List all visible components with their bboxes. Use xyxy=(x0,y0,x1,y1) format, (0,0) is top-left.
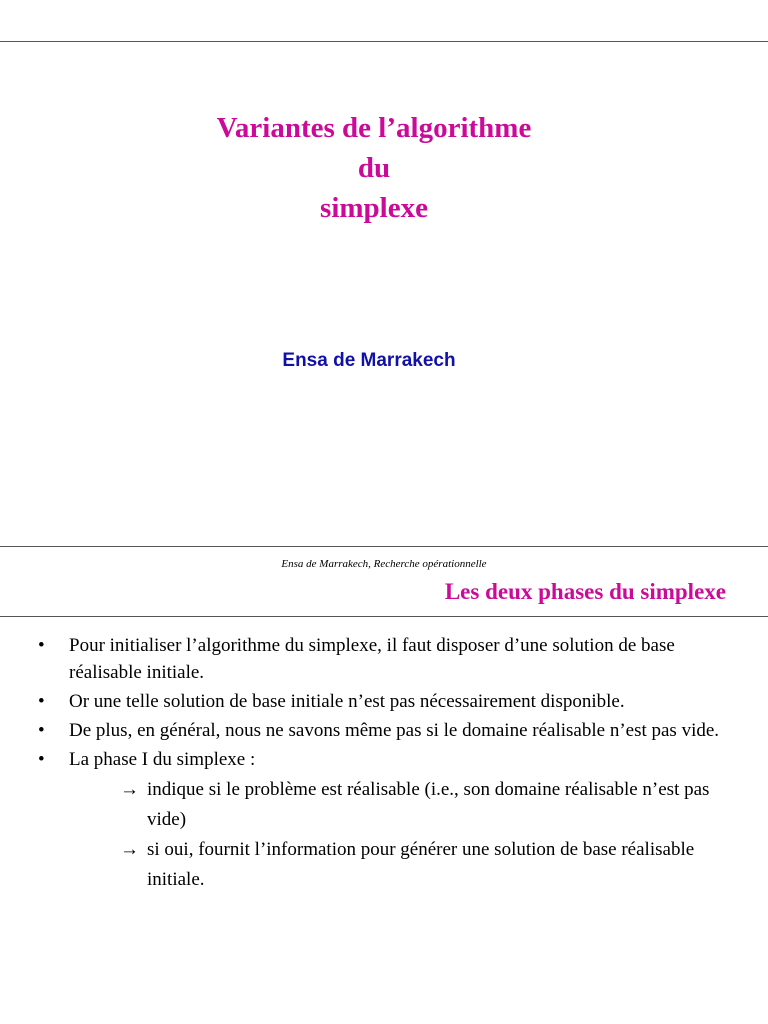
bullet-icon: • xyxy=(38,635,45,656)
list-item xyxy=(38,746,738,773)
bullet-icon: • xyxy=(38,691,45,712)
list-item xyxy=(38,632,738,686)
bullet-icon: • xyxy=(38,720,45,741)
title-line-1: Variantes de l’algorithme xyxy=(216,112,532,144)
title-line-2: du xyxy=(357,152,391,184)
title-line-3: simplexe xyxy=(320,192,428,224)
sub-item-text: indique si le problème est réalisable (i.e., son domaine réalisable n’est pas vide) xyxy=(147,779,710,830)
sub-item-text: si oui, fournit l’information pour générer une solution de base réalisable initiale. xyxy=(147,839,695,890)
list-item xyxy=(38,717,738,744)
list-item xyxy=(38,688,738,715)
header-rule xyxy=(0,616,768,617)
bullet-text: Pour initialiser l’algorithme du simplexe, il faut disposer d’une solution de base réalisable initiale. xyxy=(69,635,675,683)
sub-item xyxy=(120,775,738,835)
slide2-title: Les deux phases du simplexe xyxy=(444,579,726,604)
bullet-icon: • xyxy=(38,749,45,770)
sub-item xyxy=(120,835,738,895)
bullet-text: Or une telle solution de base initiale n’est pas nécessairement disponible. xyxy=(69,691,625,712)
top-divider xyxy=(0,41,768,42)
page-divider xyxy=(0,546,768,547)
bullet-text: De plus, en général, nous ne savons même pas si le domaine réalisable n’est pas vide. xyxy=(69,720,720,741)
header-caption: Ensa de Marrakech, Recherche opérationnelle xyxy=(281,558,487,570)
arrow-icon: → xyxy=(120,839,139,860)
arrow-icon: → xyxy=(120,779,139,800)
slide1-subtitle: Ensa de Marrakech xyxy=(282,350,456,371)
slide1-title xyxy=(0,108,748,228)
slide2-content xyxy=(38,632,738,895)
bullet-text: La phase I du simplexe : xyxy=(69,749,256,770)
